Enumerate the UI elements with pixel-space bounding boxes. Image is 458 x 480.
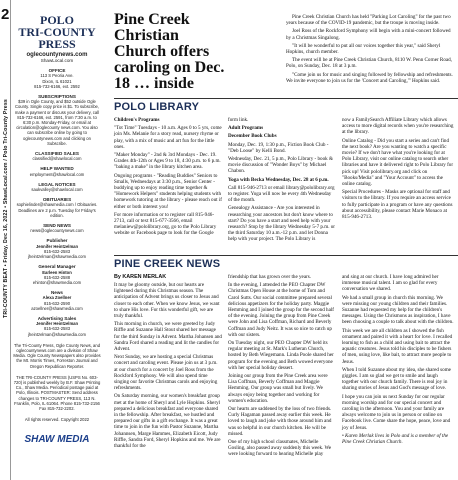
paragraph: On Tuesday night, our PEO Chapter DW held its regular meeting at St. Mark's Lutheran Church, hosted by Beth Wiegemann. Linda Poole shared her program for the evening and Beth wowed everyone with her special holiday dessert. [228,340,334,371]
subhead: December Book Clubs [228,133,277,140]
paragraph: "Maker Monday" - 2nd & 3rd Mondays - Dec. 19. Grades 4th-12th or Ages 9 to 18, 4:30 p.m. to 6 p.m. "baking a make" in the library kitchen area. [114,152,221,171]
feature-headline: Pine Creek Christian Church offers caroling on Dec. 18 … inside [114,11,225,92]
office-line: 815-732-6166, ext. 2592 [34,83,80,89]
site-link[interactable]: oglecountynews.com [26,52,88,58]
paragraph: I hope you can join us next Sunday for our regular morning worship and for our special concert and caroling in the afternoon. You and your family are always welcome to join us in person or online on Facebook live. Come share the hope, peace, love and joy of Jesus. [342,393,451,431]
obits-text: sophielinder@shawmedia.com / Obituaries. Deadlines are 2 p.m. Tuesday for Friday's edition. [16,202,98,218]
main-content [108,0,458,480]
section-divider [114,255,458,256]
gm-phone: 815-632-2588 [43,274,71,280]
rights-text: All rights reserved. Copyright 2022 [24,417,90,423]
publisher-email[interactable]: jheintzelman@shawmedia.com [27,254,87,260]
paragraph: friendship that has grown over the years. [228,274,312,280]
library-column-2 [228,117,336,245]
paragraph: In the evening, I attended the PEO Chapter DW Christmas Open House at the home of Tom and Carol Sutts. Our social committee prepared several delicious appetizers for the holiday party. Maggie Hemming and I joined the group for the second half of the evening. Joining the group from Pine Creek were John and Lisa Coffman, Richard and Beverly Coffman and Judy Neitz. It was so nice to catch up with our sisters. [228,282,334,338]
news-heading: SEND NEWS [43,223,71,229]
classified-heading: CLASSIFIED SALES [35,151,79,157]
office-line: Dixon, IL 61021 [42,78,72,84]
adv-phone: 815-632-2583 [43,326,71,332]
logo-line-3: PRESS [38,37,76,51]
feature-paragraph: "Come join us for music and singing followed by fellowship and refreshments. We invite everyone to join us for the 'Concert and Caroling,'" Hopkins said. [286,71,453,84]
help-email[interactable]: employment@shawlocal.com [29,171,85,177]
paragraph: and sing at our church. I have long admired her immense musical talent. I am so glad for every conversation we shared. [342,274,439,293]
pine-creek-column-1 [114,274,222,451]
paragraph: Joining our group from the Pine Creek area were Lisa Coffman, Beverly Coffman and Maggie Hemming. Our group was small but lively. We always enjoy being together and working for women's education. [228,373,328,404]
publisher-heading: Publisher [46,238,68,244]
obits-heading: OBITUARIES [42,197,72,203]
page-edge-bar [0,0,11,480]
subscriptions-text: $39 in Ogle County, and $52 outside Ogle County. Single copy price is $1. To subscribe, make a payment or discuss your delivery, call 815-732-6166, ext. 2591, from 7:30 a.m. to 6:30 p.m. Monday-Friday, or email at circulation@oglecounty news.com. You also can subscribe online by going to oglecountynews.com and clicking on Subscribe. [14,99,100,146]
legal-heading: LEGAL NOTICES [38,181,76,187]
paragraph: For more information or to register call 815-946-2713, call or text 815-677-3566, email melaniew@pololibrary.org, go to the Polo Library website or Facebook page to look for the Google [114,211,217,237]
paragraph: Special Procedures - Masks are optional for staff and visitors to the library. If you require an access service to fully participate in a program or have any questions about accessibility, please contact Marie Monaco at 815-946-2713. [342,189,453,221]
pine-creek-heading: PINE CREEK NEWS [114,258,221,270]
paragraph: Ongoing programs - "Reading Buddies" Seniors to Smalls, Wednesdays at 3:30 p.m., Senior Center - buddying up to enjoy reading time together & "Homework Helpers" students helping students with homework tutoring at the library - please reach out if either or both interest you! [114,172,222,210]
subhead: Adult Programs [228,125,264,132]
feature-paragraph: The event will be at Pine Creek Christian Church, 8110 W. Penn Corner Road, Polo, on Sunday, Dec. 18 at 3 p.m. [286,57,452,70]
news-staff-name: Alexa Zoellner [42,295,72,301]
adv-name: Jennifer Heintzelman [35,321,79,327]
subhead: Yoga with Becka Wednesday, Dec. 28 at 6 p.m. [228,176,329,183]
paragraph: It may be gloomy outside, but our hearts are lightened during this Christmas season. The anticipation of Advent brings us closer to Jesus and closer to each other. When we know Jesus, we want to share His love. For this wonderful gift, we are truly thankful. [114,282,220,320]
legal-email[interactable]: saukvalley@shawlocal.com [31,187,83,193]
pine-creek-column-2 [228,274,336,460]
paragraph: One of my high school classmates, Michelle Gosling, also passed away suddenly this week. We were looking forward to hearing Michelle play [228,439,332,458]
vertical-folio: TRI-COUNTY BEAT • Friday, Dec 16, 2022 • ShawLocal.com / Polo Tri-County Press [3,99,9,318]
library-column-1 [114,117,222,239]
paragraph: This morning in church, we were greeted by Judy Riffle and Suzanne Hall Stout shared her message for the third Sunday in Advent. Martha Johansen and Sandra Ford shared a reading and lit the candles for Advent. [114,321,222,353]
library-column-3 [342,117,454,222]
gm-heading: General Manager [38,264,76,270]
feature-paragraph: Pine Creek Christian Church has held "Parking Lot Caroling" for the past two years because of the COVID-19 pandemic, but the troupe is moving inside. [286,14,451,27]
office-heading: OFFICE [48,68,66,74]
publisher-name: Jennifer Heintzelman [35,243,79,249]
paragraph: Wednesday, Dec. 21, 5 p.m., Polo Library - book & movie discussion of "Wonder Boys" by Michael Chabon. [228,156,333,175]
adv-heading: Advertising Sales [37,315,77,321]
gm-email[interactable]: ehinton@shawmedia.com [32,279,82,285]
paragraph: On Saturday morning, our women's breakfast group met at the home of Sheryl and Lyle Hopkins. Sheryl prepared a delicious breakfast and everyone shared in the fellowship. After breakfast, we hustled and prepared our gifts in a gift exchange. It was a great time to join in the fun with Pastor Suzanne, Martha Johannsen, Marge Hammes, Elizabeth Eicott, Judy Riffle, Sandra Ford, Sheryl Hopkins and me. We are thankful for the [114,393,221,450]
paragraph: This week we are all children as I showed the fish ornament and paired it with a heart for love. I recalled learning to fish as a child and using bait to attract the aquatic creatures. Jesus told his disciples to be fishers of men, using love, like bait, to attract more people to Jesus. [342,327,453,365]
news-staff-phone: 815-632-2590 [43,300,71,306]
subscriptions-heading: SUBSCRIPTIONS [38,94,76,100]
news-email[interactable]: news@oglecountynews.com [30,228,84,234]
postal-text: THE TRI-COUNTY PRESS (USPS No. 603-720) is published weekly by B.F. Shaw Printing Co., Shaw Media. Periodical postage paid at Polo, Illinois. POSTMASTER: Send address changes to TRI-COUNTY PRESS, 113 N. Franklin, Polo, IL 61064. Phone 815-732-2156 Fax 815-732-2202. [13,374,101,411]
masthead-sidebar [13,0,101,480]
logo-line-2: TRI-COUNTY [18,25,96,39]
publisher-phone: 815-632-2583 [43,248,71,254]
gm-name: Earleen Hinton [42,269,72,275]
about-text: The Tri-County Press, Ogle County News, and oglecountynews.com are a division of Shaw Media. Ogle County Newspapers also provides the Mt. Morris Times, Forreston Journal and Oregon Republican Reporter. [13,342,101,369]
subhead: Children's Programs [114,117,160,123]
logo [13,14,101,50]
logo-line-1: POLO [39,13,74,27]
classified-email[interactable]: classified@shawlocal.com [32,156,82,162]
paragraph: Our hearts are saddened by the loss of two friends. Curly Hagaman passed away earlier this week. He loved to laugh and joke with those around him and was so helpful in our church kitchen. He will be missed. [228,406,332,437]
paragraph: We had a small group in church this morning. We were missing our young children and their families. Suzanne had requested my help for the children's messages. Using the Chrismons as inspiration, I have been choosing a couple to talk about with the children. [342,294,454,326]
adv-email[interactable]: jheintzelman@shawmedia.com [27,331,87,337]
office-line: 113 S Peoria Ave. [40,73,74,79]
feature-paragraph: "It will be wonderful to put all our voices together this year," said Sheryl Hopkins, church member. [286,42,441,56]
paragraph: Genealogy Assistance - Are you interested in researching your ancestors but don't know where to start? Do you have a start and need help with your research? Stop by the library Wednesday 5-7 p.m. or the third Saturday 10 a.m.-12 p.m. and let Donna help with your project. The Polo Library is [228,205,335,243]
byline: By KAREN MERLAK [114,274,167,280]
paragraph: Online Catalog - Did you start a series and can't find the next book? Are you wanting to watch a specific movie? If we don't have what you're looking for at Polo Library, visit our online catalog to search other libraries and have it delivered right to Polo Library for pick up! Visit pololibrary.org and click on "Books/Media" and "Your Account" to access the online catalog. [342,137,454,188]
author-note: • Karen Merlak lives in Polo and is a member of the Pine Creek Christian Church. [342,432,449,446]
news-staff-heading: News [50,290,63,296]
feature-paragraph: Joel Ross of the Rockford Symphony will begin with a mini-concert followed by a Christmas Singalong. [286,28,451,41]
paragraph: "Tot Time" Tuesdays - 10 a.m. Ages 0 to 5 yrs, come join Ms. Melanie for a story read, nursery rhyme or play, with a mix of music and art fun for the little ones. [114,125,222,150]
polo-library-heading: POLO LIBRARY [114,101,200,113]
help-heading: HELP WANTED [40,166,74,172]
site-link-2[interactable]: ShawLocal.com [40,58,74,63]
paragraph: form link. [228,117,249,123]
shaw-media-logo: SHAW MEDIA [24,434,90,446]
feature-body [286,14,456,86]
paragraph: Next Sunday, we are hosting a special Christmas concert and caroling event. Please join us at 3 p.m. at our church for a concert by Joel Ross from the Rockford Symphony. We will also spend time singing our favorite Christmas carols and enjoying refreshments. [114,354,218,392]
paragraph: Monday, Dec. 19, 1:30 p.m., Fiction Book Club - "Deb Loose" by Kelli Bond. [228,141,329,154]
pine-creek-column-3 [342,274,454,447]
paragraph: When I told Suzanne about my idea, she shared some giggles. I am so glad we get to smile and laugh together with our church family. There is real joy in sharing stories of Jesus and God's message of love. [342,366,451,392]
paragraph: now a FamilySearch Affiliate Library which allows access to more digital records when you're researching at the library. [342,117,454,136]
paragraph: Call 815-946-2713 or email library@pololibrary.org to register. Yoga will now be every 4th Wednesday of the month. [228,184,335,204]
section-divider [114,98,458,99]
news-staff-email[interactable]: azoellner@shawmedia.com [31,305,83,311]
page-number: 2 [1,6,10,23]
